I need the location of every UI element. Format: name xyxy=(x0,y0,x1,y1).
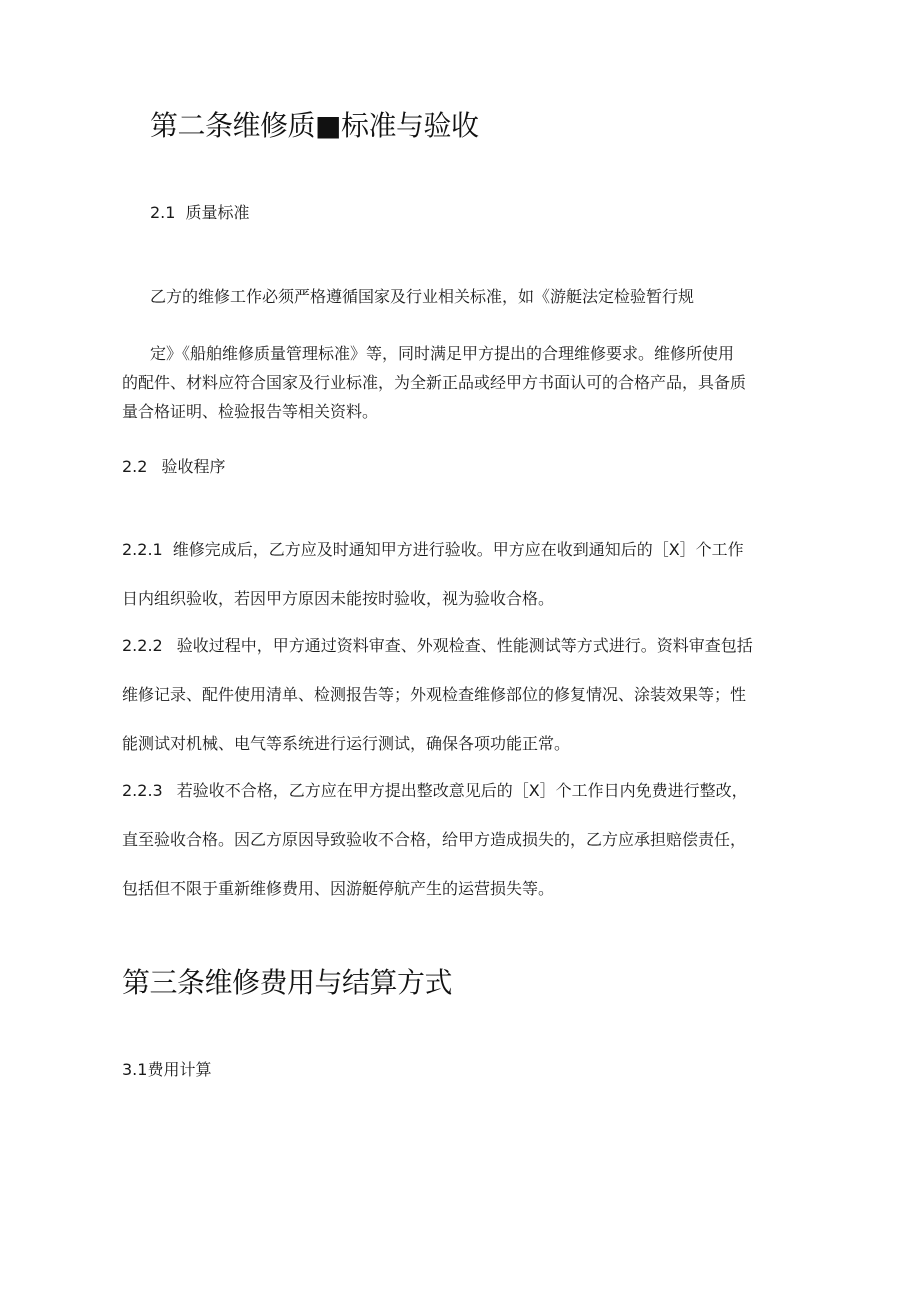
section-2-1-line-2: 定》《船舶维修质量管理标准》等，同时满足甲方提出的合理维修要求。维修所使用 xyxy=(150,344,735,363)
section-2-1-line-3: 的配件、材料应符合国家及行业标准，为全新正品或经甲方书面认可的合格产品，具备质 xyxy=(122,373,747,392)
article-3-title: 第三条维修费用与结算方式 xyxy=(122,966,453,999)
clause-2-2-2-line-3: 能测试对机械、电气等系统进行运行测试，确保各项功能正常。 xyxy=(122,734,571,753)
section-2-2-number: 2.2 xyxy=(122,457,148,476)
section-2-1-number: 2.1 xyxy=(150,203,176,222)
clause-2-2-2-line-1 xyxy=(122,633,753,656)
clause-2-2-3-line-2: 直至验收合格。因乙方原因导致验收不合格，给甲方造成损失的，乙方应承担赔偿责任， xyxy=(122,830,747,849)
clause-2-2-1-text-1: 维修完成后，乙方应及时通知甲方进行验收。甲方应在收到通知后的［X］个工作 xyxy=(172,540,744,559)
clause-2-2-1-line-1 xyxy=(122,537,744,560)
section-3-1-heading: 3.1费用计算 xyxy=(122,1060,212,1079)
clause-2-2-2-text-1: 验收过程中，甲方通过资料审查、外观检查、性能测试等方式进行。资料审查包括 xyxy=(176,636,753,655)
clause-2-2-3-text-1: 若验收不合格，乙方应在甲方提出整改意见后的［X］个工作日内免费进行整改， xyxy=(176,781,748,800)
clause-2-2-1-number: 2.2.1 xyxy=(122,540,163,559)
clause-2-2-1-line-2: 日内组织验收，若因甲方原因未能按时验收，视为验收合格。 xyxy=(122,589,555,608)
section-2-1-line-4: 量合格证明、检验报告等相关资料。 xyxy=(122,402,379,421)
clause-2-2-3-line-1 xyxy=(122,778,748,801)
clause-2-2-3-number: 2.2.3 xyxy=(122,781,163,800)
section-2-2-title: 验收程序 xyxy=(161,457,226,476)
section-2-1-title: 质量标准 xyxy=(185,203,250,222)
clause-2-2-3-line-3: 包括但不限于重新维修费用、因游艇停航产生的运营损失等。 xyxy=(122,879,555,898)
clause-2-2-2-line-2: 维修记录、配件使用清单、检测报告等；外观检查维修部位的修复情况、涂装效果等；性 xyxy=(122,685,747,704)
section-2-1-heading xyxy=(150,200,249,223)
clause-2-2-2-number: 2.2.2 xyxy=(122,636,163,655)
section-2-1-line-1: 乙方的维修工作必须严格遵循国家及行业相关标准，如《游艇法定检验暂行规 xyxy=(150,287,695,306)
section-2-2-heading xyxy=(122,454,225,477)
article-2-title: 第二条维修质■标准与验收 xyxy=(150,109,479,142)
